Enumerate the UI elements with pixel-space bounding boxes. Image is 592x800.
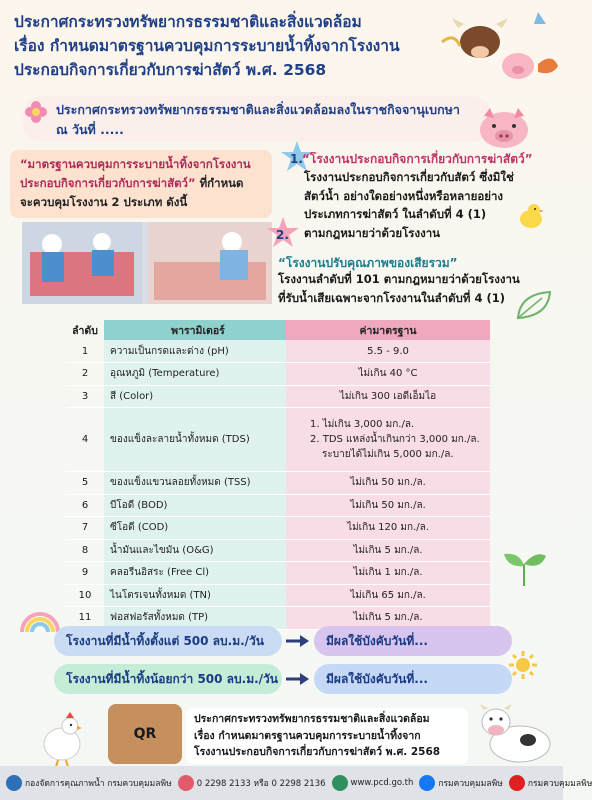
youtube-icon xyxy=(509,775,525,791)
row-standard: 5.5 - 9.0 xyxy=(286,340,490,363)
table-row xyxy=(66,340,490,363)
footer-website-link[interactable]: www.pcd.go.th xyxy=(350,778,414,788)
row-parameter: ซีโอดี (COD) xyxy=(104,517,286,540)
header-no: ลำดับ xyxy=(72,324,98,337)
row-standard: ไม่เกิน 40 °C xyxy=(286,363,490,386)
phone-icon xyxy=(178,775,194,791)
row-no: 4 xyxy=(66,408,104,472)
type1-heading: “โรงงานประกอบกิจการเกี่ยวกับการฆ่าสัตว์” xyxy=(302,152,533,166)
row-parameter: อุณหภูมิ (Temperature) xyxy=(104,363,286,386)
standard-name-line-1: “มาตรฐานควบคุมการระบายน้ำทิ้งจากโรงงาน xyxy=(20,157,251,171)
standard-intro-line-3: จะควบคุมโรงงาน 2 ประเภท ดังนี้ xyxy=(20,195,188,209)
type1-line-1: โรงงานประกอบกิจการเกี่ยวกับสัตว์ ซึ่งมิใช่ xyxy=(304,170,514,184)
standard-intro-text: ที่กำหนด xyxy=(195,176,244,190)
row-parameter: ฟอสฟอรัสทั้งหมด (TP) xyxy=(104,607,286,630)
row-no: 11 xyxy=(66,607,104,630)
small-plant-label: โรงงานที่มีน้ำทิ้งน้อยกว่า 500 ลบ.ม./วัน xyxy=(54,664,282,694)
row-standard: ไม่เกิน 65 มก./ล. xyxy=(286,584,490,607)
table-row xyxy=(66,363,490,386)
row-parameter: ความเป็นกรดและด่าง (pH) xyxy=(104,340,286,363)
footer-facebook[interactable] xyxy=(419,775,502,791)
row-parameter: คลอรีนอิสระ (Free Cl) xyxy=(104,562,286,585)
type1-line-2: สัตว์น้ำ อย่างใดอย่างหนึ่งหรือหลายอย่าง xyxy=(304,188,504,203)
header-standard: ค่ามาตรฐาน xyxy=(286,320,490,340)
facebook-icon xyxy=(419,775,435,791)
large-plant-effective-date: มีผลใช้บังคับวันที่... xyxy=(314,626,512,656)
reference-line-3: โรงงานประกอบกิจการเกี่ยวกับการฆ่าสัตว์ พ.ศ. 2568 xyxy=(194,746,441,758)
notice-line-2: ณ วันที่ ..... xyxy=(56,122,124,137)
small-plant-effective-date: มีผลใช้บังคับวันที่... xyxy=(314,664,512,694)
title-line-1: ประกาศกระทรวงทรัพยากรธรรมชาติและสิ่งแวดล้อม xyxy=(14,13,362,31)
row-standard: ไม่เกิน 300 เอดีเอ็มไอ xyxy=(286,385,490,408)
tds-standard-line-3: ระบายได้ไม่เกิน 5,000 มก./ล. xyxy=(322,449,454,460)
pcd-logo-icon xyxy=(6,775,22,791)
table-row xyxy=(66,584,490,607)
large-plant-label: โรงงานที่มีน้ำทิ้งตั้งแต่ 500 ลบ.ม./วัน xyxy=(54,626,282,656)
slaughterhouse-photo xyxy=(22,222,272,304)
row-standard: ไม่เกิน 1 มก./ล. xyxy=(286,562,490,585)
title-line-2: เรื่อง กำหนดมาตรฐานควบคุมการระบายน้ำทิ้งจากโรงงาน xyxy=(14,37,400,55)
notice-line-1: ประกาศกระทรวงทรัพยากรธรรมชาติและสิ่งแวดล้อมลงในราชกิจจานุเบกษา xyxy=(56,102,460,117)
type2-line-2: ที่รับน้ำเสียเฉพาะจากโรงงานในลำดับที่ 4 (1) xyxy=(278,290,505,305)
rainbow-icon xyxy=(18,608,62,634)
header-parameter: พารามิเตอร์ xyxy=(104,320,286,340)
standard-name-line-2: ประกอบกิจการเกี่ยวกับการฆ่าสัตว์” xyxy=(20,176,196,190)
type2-line-1: โรงงานลำดับที่ 101 ตามกฎหมายว่าด้วยโรงงาน xyxy=(278,272,520,286)
table-row xyxy=(66,494,490,517)
row-no: 8 xyxy=(66,539,104,562)
tds-standard-line-2: 2. TDS แหล่งน้ำเกินกว่า 3,000 มก./ล. xyxy=(310,434,480,445)
type2-heading: “โรงงานปรับคุณภาพของเสียรวม” xyxy=(278,256,458,270)
row-parameter: ของแข็งแขวนลอยทั้งหมด (TSS) xyxy=(104,472,286,495)
type2-description xyxy=(278,270,548,307)
sprout-icon xyxy=(500,546,548,586)
row-no: 10 xyxy=(66,584,104,607)
row-parameter: บีโอดี (BOD) xyxy=(104,494,286,517)
table-row xyxy=(66,539,490,562)
footer-facebook-label[interactable]: กรมควบคุมมลพิษ xyxy=(438,779,503,789)
pig-icon xyxy=(476,106,532,150)
sun-icon xyxy=(508,650,538,680)
row-standard: ไม่เกิน 50 มก./ล. xyxy=(286,494,490,517)
row-no: 6 xyxy=(66,494,104,517)
table-row xyxy=(66,472,490,495)
row-no: 3 xyxy=(66,385,104,408)
row-standard: ไม่เกิน 50 มก./ล. xyxy=(286,472,490,495)
type2-number: 2. xyxy=(276,228,289,242)
standard-intro-box xyxy=(10,150,272,218)
flower-icon xyxy=(24,100,48,124)
cow-icon xyxy=(478,700,554,766)
leaf-icon xyxy=(516,290,552,320)
reference-line-1: ประกาศกระทรวงทรัพยากรธรรมชาติและสิ่งแวดล้อม xyxy=(194,713,430,725)
globe-icon xyxy=(332,775,348,791)
row-no: 2 xyxy=(66,363,104,386)
row-standard: ไม่เกิน 120 มก./ล. xyxy=(286,517,490,540)
row-parameter: ของแข็งละลายน้ำทั้งหมด (TDS) xyxy=(104,408,286,472)
row-no: 1 xyxy=(66,340,104,363)
table-row xyxy=(66,385,490,408)
tds-standard-line-1: 1. ไม่เกิน 3,000 มก./ล. xyxy=(310,419,415,430)
footer-org xyxy=(6,775,172,791)
reference-line-2: เรื่อง กำหนดมาตรฐานควบคุมการระบายน้ำทิ้งจาก xyxy=(194,729,421,742)
row-parameter: ไนโตรเจนทั้งหมด (TN) xyxy=(104,584,286,607)
chick-icon xyxy=(516,200,546,230)
type1-number: 1. xyxy=(290,152,303,166)
footer-org-name: กองจัดการคุณภาพน้ำ กรมควบคุมมลพิษ xyxy=(25,779,172,789)
table-header-row xyxy=(66,320,490,340)
farm-animals-illustration xyxy=(440,2,563,92)
arrow-right-icon xyxy=(284,671,310,687)
page-title xyxy=(14,10,444,82)
row-parameter: น้ำมันและไขมัน (O&G) xyxy=(104,539,286,562)
row-no: 9 xyxy=(66,562,104,585)
footer-phone[interactable] xyxy=(178,775,326,791)
gazette-notice xyxy=(56,100,476,140)
row-no: 7 xyxy=(66,517,104,540)
row-standard xyxy=(286,408,490,472)
footer-phone-number: 0 2298 2133 หรือ 0 2298 2136 xyxy=(196,779,326,789)
qr-code[interactable]: QR xyxy=(108,704,182,764)
row-no: 5 xyxy=(66,472,104,495)
type1-line-3: ประเภทการฆ่าสัตว์ ในลำดับที่ 4 (1) xyxy=(304,207,487,221)
table-row xyxy=(66,517,490,540)
footer-website[interactable] xyxy=(332,775,414,791)
title-line-3: ประกอบกิจการเกี่ยวกับการฆ่าสัตว์ พ.ศ. 2568 xyxy=(14,61,327,79)
hen-icon xyxy=(36,708,86,768)
table-row xyxy=(66,562,490,585)
footer-youtube[interactable] xyxy=(509,775,592,791)
type1-line-4: ตามกฎหมายว่าด้วยโรงงาน xyxy=(304,225,441,240)
arrow-right-icon xyxy=(284,633,310,649)
footer-youtube-label[interactable]: กรมควบคุมมลพิษ xyxy=(527,779,592,789)
row-standard: ไม่เกิน 5 มก./ล. xyxy=(286,539,490,562)
row-standard: ไม่เกิน 5 มก./ล. xyxy=(286,607,490,630)
table-row xyxy=(66,408,490,472)
footer-contact-bar xyxy=(0,766,592,800)
row-parameter: สี (Color) xyxy=(104,385,286,408)
effluent-standards-table xyxy=(66,320,490,630)
reference-announcement xyxy=(186,708,468,764)
